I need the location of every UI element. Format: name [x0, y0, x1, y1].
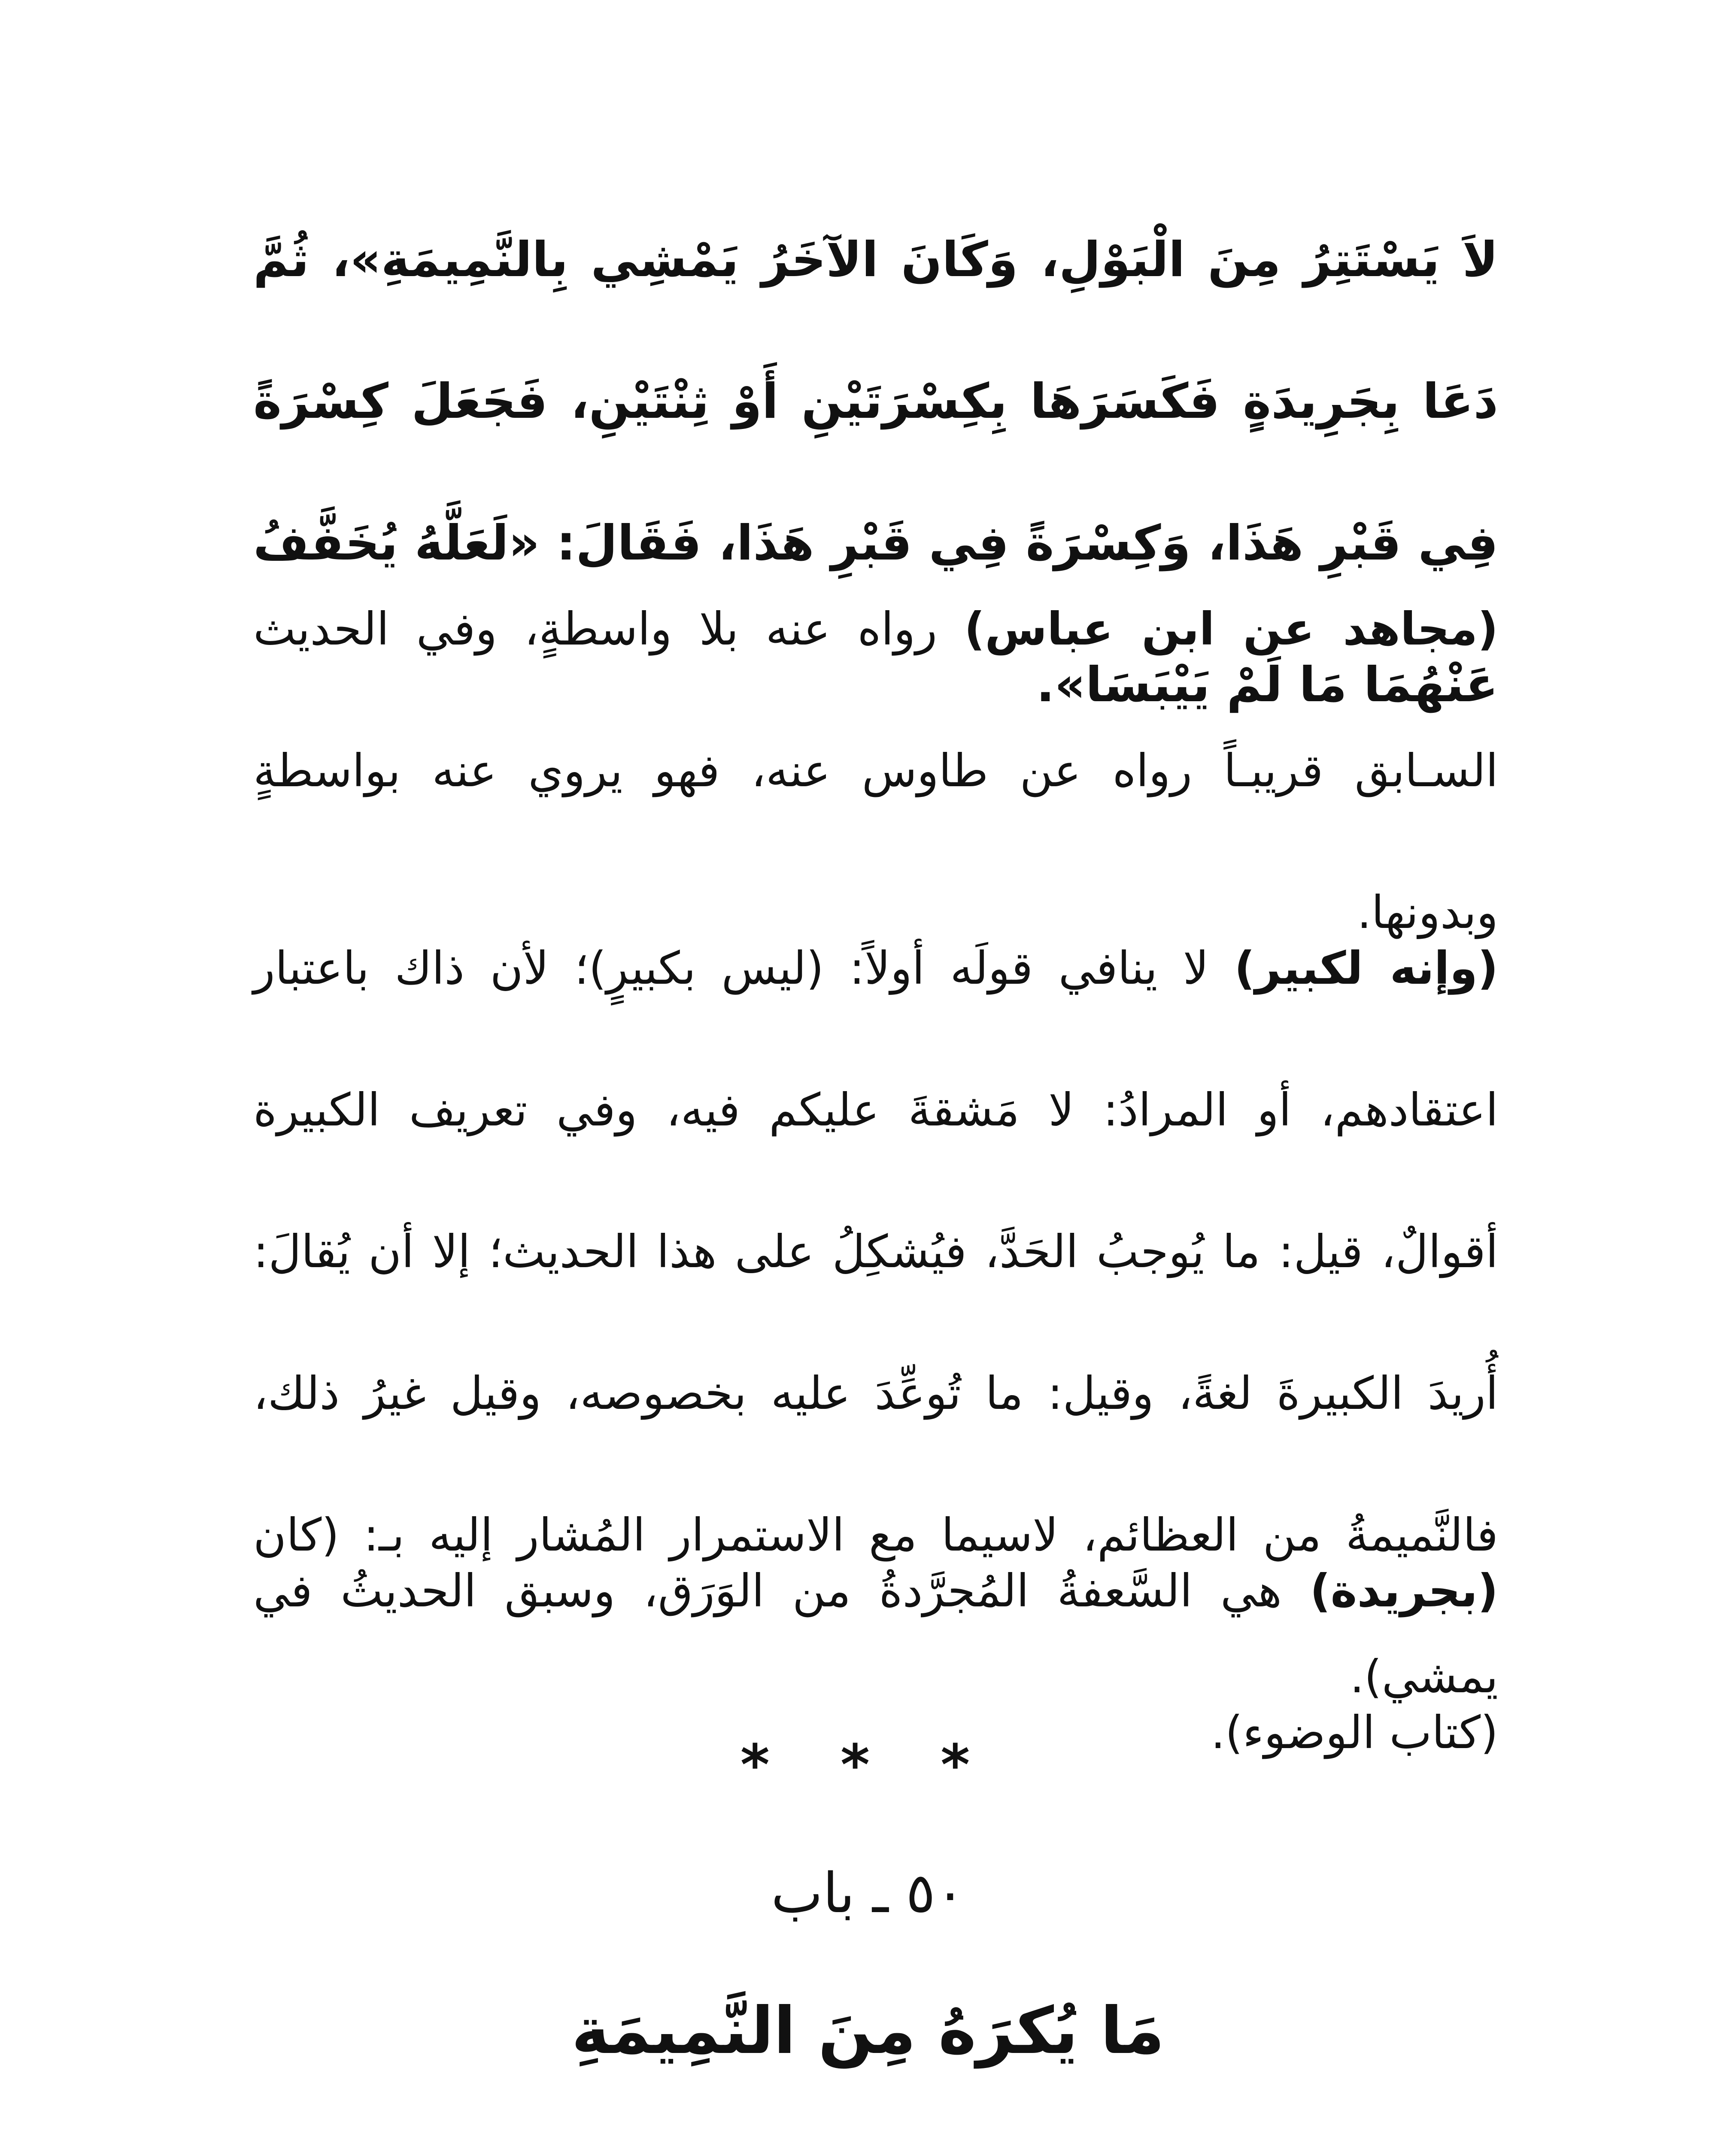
- chapter-number: ٥٠ ـ باب: [771, 1861, 965, 1925]
- commentary-text: هي السَّعفةُ المُجرَّدةُ من الوَرَق، وسبق الحديثُ في (كتاب الوضوء).: [253, 1565, 1498, 1759]
- hadith-matn-text: لاَ يَسْتَتِرُ مِنَ الْبَوْلِ، وَكَانَ الآخَرُ يَمْشِي بِالنَّمِيمَةِ»، ثُمَّ دَعَا بِجَرِيدَةٍ فَكَسَرَهَا بِكِسْرَتَيْنِ أَوْ ثِنْتَيْنِ، فَجَعَلَ كِسْرَةً فِي قَبْرِ هَذَا، وَكِسْرَةً فِي قَبْرِ هَذَا، فَقَالَ: «لَعَلَّهُ يُخَفَّفُ عَنْهُمَا مَا لَمْ يَيْبَسَا».: [253, 232, 1498, 713]
- commentary-lead-term: (مجاهد عن ابن عباس): [964, 603, 1498, 655]
- commentary-text: رواه عنه بلا واسطةٍ، وفي الحديث السـابق قريبـاً رواه عن طاوس عنه، فهو يروي عنه بواسطةٍ وبدونها.: [253, 603, 1498, 939]
- commentary-lead-term: (بجريدة): [1310, 1565, 1498, 1617]
- commentary-text: لا ينافي قولَه أولاً: (ليس بكبيرٍ)؛ لأن ذاك باعتبار اعتقادهم، أو المرادُ: لا مَشقةَ عليكم فيه، وفي تعريف الكبيرة أقوالٌ، قيل: ما يُوجبُ الحَدَّ، فيُشكِلُ على هذا الحديث؛ إلا أن يُقالَ: أُريدَ الكبيرةَ لغةً، وقيل: ما تُوعِّدَ عليه بخصوصه، وقيل غيرُ ذلك، فالنَّميمةُ من العظائم، لاسيما مع الاستمرار المُشار إليه بـ: (كان يمشي).: [253, 942, 1498, 1703]
- chapter-title: مَا يُكرَهُ مِنَ النَّمِيمَةِ: [571, 1994, 1165, 2068]
- section-separator: * * *: [740, 1732, 996, 1797]
- commentary-lead-term: (وإنه لكبير): [1234, 942, 1499, 994]
